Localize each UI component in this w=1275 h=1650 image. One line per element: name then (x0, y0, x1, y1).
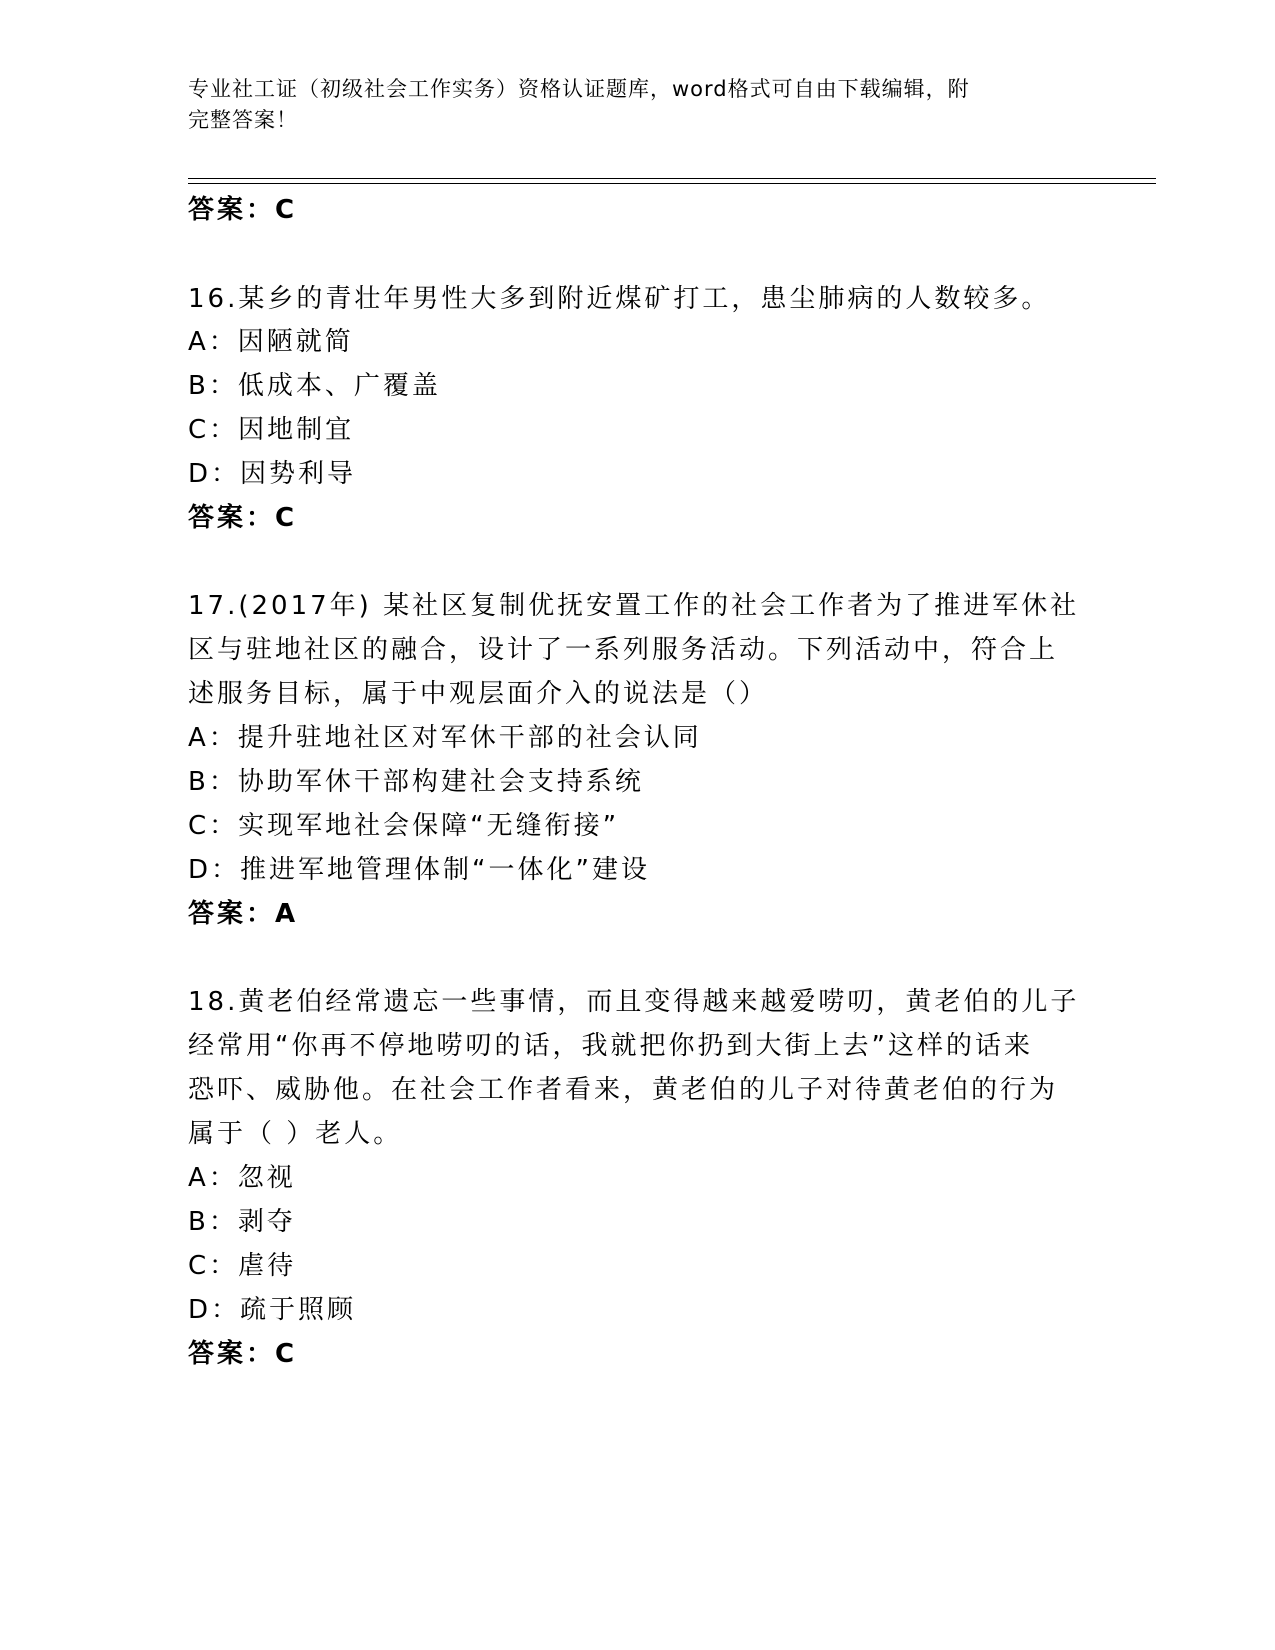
question-17-stem-line-2: 区与驻地社区的融合，设计了一系列服务活动。下列活动中，符合上 (188, 635, 1059, 665)
header-rule-double (188, 183, 1156, 184)
document-header (188, 74, 1068, 136)
answer-line: 答案：C (188, 195, 298, 225)
question-16-option-b: B：低成本、广覆盖 (188, 371, 441, 401)
question-18-stem-line-4: 属于（ ）老人。 (188, 1119, 403, 1149)
question-18-stem-line-2: 经常用“你再不停地唠叨的话，我就把你扔到大街上去”这样的话来 (188, 1031, 1033, 1061)
question-18-option-c: C：虐待 (188, 1251, 297, 1281)
question-17-stem-line-1: 17.(2017年) 某社区复制优抚安置工作的社会工作者为了推进军休社 (188, 591, 1080, 621)
question-17-option-c: C：实现军地社会保障“无缝衔接” (188, 811, 620, 841)
question-18-option-d: D：疏于照顾 (188, 1295, 357, 1325)
question-18-answer: 答案：C (188, 1339, 298, 1369)
question-18-option-b: B：剥夺 (188, 1207, 296, 1237)
question-18-option-a: A：忽视 (188, 1163, 296, 1193)
question-17-option-d: D：推进军地管理体制“一体化”建设 (188, 855, 650, 885)
question-16-option-c: C：因地制宜 (188, 415, 355, 445)
question-17-answer: 答案：A (188, 899, 299, 929)
question-16-option-d: D：因势利导 (188, 459, 357, 489)
question-18-stem-line-1: 18.黄老伯经常遗忘一些事情，而且变得越来越爱唠叨，黄老伯的儿子 (188, 987, 1080, 1017)
header-line-1: 专业社工证（初级社会工作实务）资格认证题库，word格式可自由下载编辑，附 (188, 77, 970, 101)
question-16-stem: 16.某乡的青壮年男性大多到附近煤矿打工，患尘肺病的人数较多。 (188, 284, 1051, 314)
question-17-option-a: A：提升驻地社区对军休干部的社会认同 (188, 723, 702, 753)
question-18-stem-line-3: 恐吓、威胁他。在社会工作者看来，黄老伯的儿子对待黄老伯的行为 (188, 1075, 1059, 1105)
question-17-stem-line-3: 述服务目标，属于中观层面介入的说法是（） (188, 679, 769, 709)
question-16-answer: 答案：C (188, 503, 298, 533)
question-17-option-b: B：协助军休干部构建社会支持系统 (188, 767, 644, 797)
header-line-2: 完整答案！ (188, 108, 298, 132)
question-16-option-a: A：因陋就简 (188, 327, 354, 357)
header-rule (188, 178, 1156, 179)
